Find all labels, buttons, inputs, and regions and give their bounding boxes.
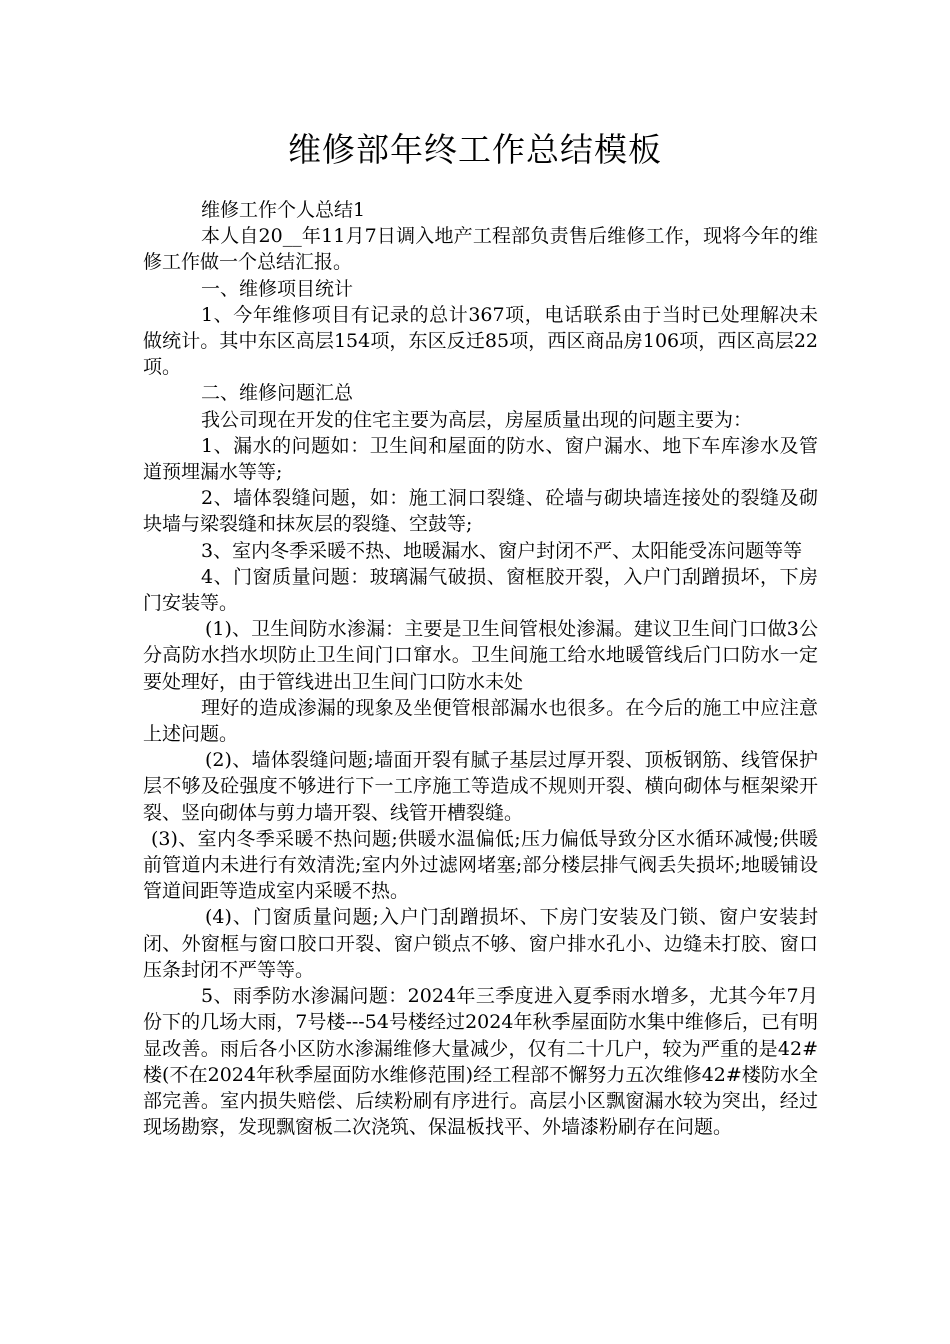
paragraph-problem-crack: 2、墙体裂缝问题，如：施工洞口裂缝、砼墙与砌块墙连接处的裂缝及砌块墙与梁裂缝和抹灰层的裂缝、空鼓等;	[143, 487, 818, 536]
paragraph-heading-problems: 二、维修问题汇总	[201, 382, 354, 405]
paragraph-detail-windows: (4)、门窗质量问题;入户门刮蹭损坏、下房门安装及门锁、窗户安装封闭、外窗框与窗口胶口开裂、窗户锁点不够、窗户排水孔小、边缝未打胶、窗口压条封闭不严等等。	[143, 906, 818, 981]
document-title: 维修部年终工作总结模板	[288, 130, 662, 169]
paragraph-problems-intro: 我公司现在开发的住宅主要为高层，房屋质量出现的问题主要为：	[201, 408, 753, 431]
document-body	[143, 197, 818, 1140]
paragraph-heading-statistics: 一、维修项目统计	[201, 277, 354, 300]
paragraph-problem-leak: 1、漏水的问题如：卫生间和屋面的防水、窗户漏水、地下车库渗水及管道预埋漏水等等;	[143, 434, 818, 484]
paragraph-intro: 本人自20__年11月7日调入地产工程部负责售后维修工作，现将今年的维修工作做一个总结汇报。	[143, 225, 818, 274]
paragraph-problem-windows: 4、门窗质量问题：玻璃漏气破损、窗框胶开裂，入户门刮蹭损坏，下房门安装等。	[143, 565, 818, 615]
paragraph-problem-heating: 3、室内冬季采暖不热、地暖漏水、窗户封闭不严、太阳能受冻问题等等	[201, 539, 803, 562]
paragraph-detail-bathroom-cont: 理好的造成渗漏的现象及坐便管根部漏水也很多。在今后的施工中应注意上述问题。	[143, 696, 818, 746]
paragraph-rain-leak: 5、雨季防水渗漏问题：2024年三季度进入夏季雨水增多，尤其今年7月份下的几场大雨，7号楼---54号楼经过2024年秋季屋面防水集中维修后，已有明显改善。雨后各小区防水渗漏维修大量减少，仅有二十几户，较为严重的是42#楼(不在2024年秋季屋面防水维修范围)经工程部不懈努力五次维修42#楼防水全部完善。室内损失赔偿、后续粉刷有序进行。高层小区飘窗漏水较为突出，经过现场勘察，发现飘窗板二次浇筑、保温板找平、外墙漆粉刷存在问题。	[143, 985, 818, 1139]
paragraph-detail-crack: (2)、墙体裂缝问题;墙面开裂有腻子基层过厚开裂、顶板钢筋、线管保护层不够及砼强度不够进行下一工序施工等造成不规则开裂、横向砌体与框架梁开裂、竖向砌体与剪力墙开裂、线管开槽裂缝。	[143, 749, 818, 824]
paragraph-detail-bathroom: (1)、卫生间防水渗漏：主要是卫生间管根处渗漏。建议卫生间门口做3公分高防水挡水坝防止卫生间门口窜水。卫生间施工给水地暖管线后门口防水一定要处理好，由于管线进出卫生间门口防水未处	[143, 618, 818, 693]
paragraph-section-heading: 维修工作个人总结1	[201, 199, 366, 221]
paragraph-detail-heating: (3)、室内冬季采暖不热问题;供暖水温偏低;压力偏低导致分区水循环减慢;供暖前管道内未进行有效清洗;室内外过滤网堵塞;部分楼层排气阀丢失损坏;地暖铺设管道间距等造成室内采暖不热。	[143, 827, 818, 903]
paragraph-statistics: 1、今年维修项目有记录的总计367项，电话联系由于当时已处理解决未做统计。其中东区高层154项，东区反迁85项，西区商品房106项，西区高层22项。	[143, 303, 818, 379]
